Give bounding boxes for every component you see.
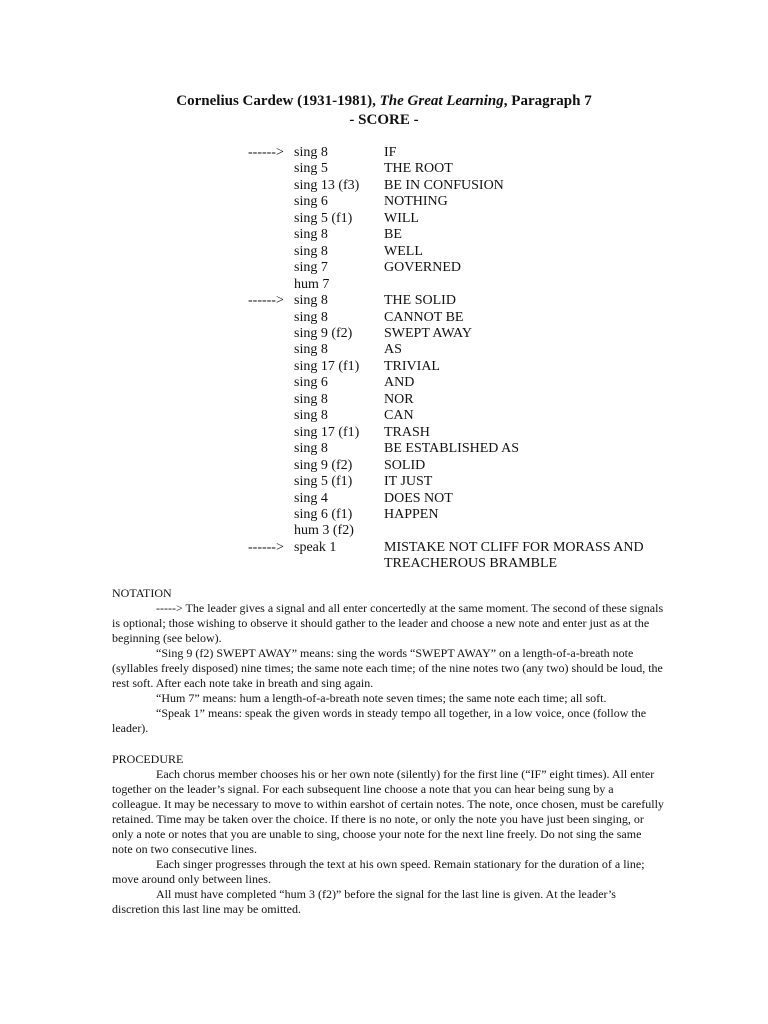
score-line — [248, 244, 664, 260]
page-title — [0, 92, 768, 111]
score-line — [248, 474, 664, 490]
score-text: TRIVIAL — [384, 358, 440, 374]
page-subtitle: - SCORE - — [349, 112, 419, 128]
score-instruction: sing 8 — [294, 441, 328, 457]
score-text: IF — [384, 145, 397, 160]
score-line — [248, 227, 664, 243]
score-line — [248, 507, 664, 523]
notation-paragraph: “Speak 1” means: speak the given words in steady tempo all together, in a low voice, once (follow the leader). — [112, 706, 647, 735]
entry-arrow — [248, 244, 294, 260]
entry-arrow — [248, 194, 294, 210]
score-text: AS — [384, 342, 402, 358]
entry-arrow: ------> — [248, 293, 284, 309]
score-instruction: sing 6 — [294, 194, 328, 210]
score-instruction: speak 1 — [294, 539, 337, 555]
score-text: TRASH — [384, 424, 430, 440]
score-line — [248, 260, 664, 276]
score-line — [248, 194, 664, 210]
score-text: MISTAKE NOT CLIFF FOR MORASS AND TREACHEROUS BRAMBLE — [384, 539, 644, 572]
entry-arrow — [248, 523, 294, 539]
title-work: The Great Learning — [379, 93, 504, 109]
entry-arrow — [248, 425, 294, 441]
score-text: IT JUST — [384, 474, 433, 490]
score-text: CAN — [384, 408, 414, 424]
score-text: BE IN CONFUSION — [384, 177, 504, 193]
score-instruction: hum 7 — [294, 276, 330, 292]
notation-paragraph: -----> The leader gives a signal and all enter concertedly at the same moment. The second of these signals is optional; those wishing to observe it should gather to the leader and choose a new note and enter just as at the beginning (see below). — [112, 601, 664, 645]
score-text: HAPPEN — [384, 506, 439, 522]
score-line — [248, 145, 664, 161]
score-instruction: sing 8 — [294, 408, 328, 424]
score-text: BE — [384, 227, 402, 243]
score-text: CANNOT BE — [384, 309, 464, 325]
entry-arrow — [248, 211, 294, 227]
entry-arrow — [248, 326, 294, 342]
score-text: WELL — [384, 243, 423, 259]
procedure-section — [112, 767, 664, 917]
score-instruction: sing 13 (f3) — [294, 177, 360, 193]
score-text: SWEPT AWAY — [384, 325, 472, 341]
score-text: THE SOLID — [384, 293, 456, 309]
score-text: NOR — [384, 391, 414, 407]
score-line — [248, 540, 664, 573]
entry-arrow — [248, 277, 294, 293]
score-instruction: sing 8 — [294, 342, 328, 358]
score-line — [248, 342, 664, 358]
entry-arrow — [248, 359, 294, 375]
score-line — [248, 293, 664, 309]
procedure-paragraph: Each chorus member chooses his or her own note (silently) for the first line (“IF” eight times). All enter together on the leader’s signal. For each subsequent line choose a note that you can hear being sung by a colleague. It may be necessary to move to within earshot of certain notes. The note, once chosen, must be carefully retained. Time may be taken over the choice. If there is no note, or only the note you have just been singing, or only a note or notes that you are unable to sing, choose your note for the next line freely. Do not sing the same note on two consecutive lines. — [112, 767, 664, 856]
entry-arrow — [248, 507, 294, 523]
score-line — [248, 441, 664, 457]
score-text: SOLID — [384, 457, 426, 473]
score-line — [248, 326, 664, 342]
title-composer: Cornelius Cardew (1931-1981), — [176, 93, 380, 109]
score-list — [248, 145, 664, 573]
entry-arrow — [248, 392, 294, 408]
score-line — [248, 211, 664, 227]
score-instruction: sing 17 (f1) — [294, 424, 360, 440]
entry-arrow — [248, 260, 294, 276]
score-line — [248, 310, 664, 326]
score-instruction: sing 9 (f2) — [294, 325, 353, 341]
score-line — [248, 408, 664, 424]
entry-arrow — [248, 408, 294, 424]
procedure-paragraph: Each singer progresses through the text at his own speed. Remain stationary for the duration of a line; move around only between lines. — [112, 857, 645, 886]
score-instruction: sing 8 — [294, 309, 328, 325]
procedure-paragraph: All must have completed “hum 3 (f2)” before the signal for the last line is given. At the leader’s discretion this last line may be omitted. — [112, 887, 616, 916]
entry-arrow — [248, 441, 294, 457]
score-text: DOES NOT — [384, 490, 453, 506]
notation-heading: NOTATION — [112, 586, 172, 600]
score-text — [384, 523, 664, 539]
notation-paragraph: “Sing 9 (f2) SWEPT AWAY” means: sing the words “SWEPT AWAY” on a length-of-a-breath note (syllables freely disposed) nine times; the same note each time; of the nine notes two (any two) should be loud, the rest soft. After each note take in breath and sing again. — [112, 646, 663, 690]
score-text: NOTHING — [384, 194, 448, 210]
notation-section — [112, 601, 664, 736]
entry-arrow — [248, 375, 294, 391]
score-line — [248, 359, 664, 375]
entry-arrow — [248, 161, 294, 177]
score-text: AND — [384, 375, 415, 391]
entry-arrow: ------> — [248, 145, 284, 160]
title-paragraph: , Paragraph 7 — [503, 93, 592, 109]
score-line — [248, 425, 664, 441]
score-instruction: sing 5 (f1) — [294, 474, 353, 490]
entry-arrow — [248, 474, 294, 490]
score-line — [248, 523, 664, 539]
score-instruction: sing 4 — [294, 490, 328, 506]
entry-arrow — [248, 458, 294, 474]
entry-arrow — [248, 227, 294, 243]
score-text: GOVERNED — [384, 260, 461, 276]
score-line — [248, 392, 664, 408]
instructions — [112, 586, 664, 917]
score-text: THE ROOT — [384, 161, 453, 177]
score-line — [248, 491, 664, 507]
notation-paragraph: “Hum 7” means: hum a length-of-a-breath note seven times; the same note each time; all soft. — [156, 691, 607, 705]
score-instruction: sing 7 — [294, 260, 328, 276]
score-line — [248, 375, 664, 391]
entry-arrow — [248, 491, 294, 507]
score-instruction: sing 8 — [294, 391, 328, 407]
score-instruction: sing 8 — [294, 227, 328, 243]
entry-arrow: ------> — [248, 539, 284, 555]
procedure-heading: PROCEDURE — [112, 752, 184, 766]
entry-arrow — [248, 342, 294, 358]
score-line — [248, 458, 664, 474]
score-text: BE ESTABLISHED AS — [384, 441, 520, 457]
score-instruction: sing 6 — [294, 375, 328, 391]
score-text — [384, 277, 664, 293]
score-instruction: sing 17 (f1) — [294, 358, 360, 374]
score-line — [248, 178, 664, 194]
score-instruction: sing 5 — [294, 161, 328, 177]
score-instruction: sing 5 (f1) — [294, 210, 353, 226]
score-instruction: sing 6 (f1) — [294, 506, 353, 522]
entry-arrow — [248, 310, 294, 326]
score-text: WILL — [384, 210, 419, 226]
score-instruction: sing 8 — [294, 243, 328, 259]
score-instruction: sing 9 (f2) — [294, 457, 353, 473]
score-instruction: hum 3 (f2) — [294, 523, 354, 539]
score-line — [248, 277, 664, 293]
score-instruction: sing 8 — [294, 293, 328, 309]
score-instruction: sing 8 — [294, 145, 328, 160]
entry-arrow — [248, 178, 294, 194]
score-line — [248, 161, 664, 177]
